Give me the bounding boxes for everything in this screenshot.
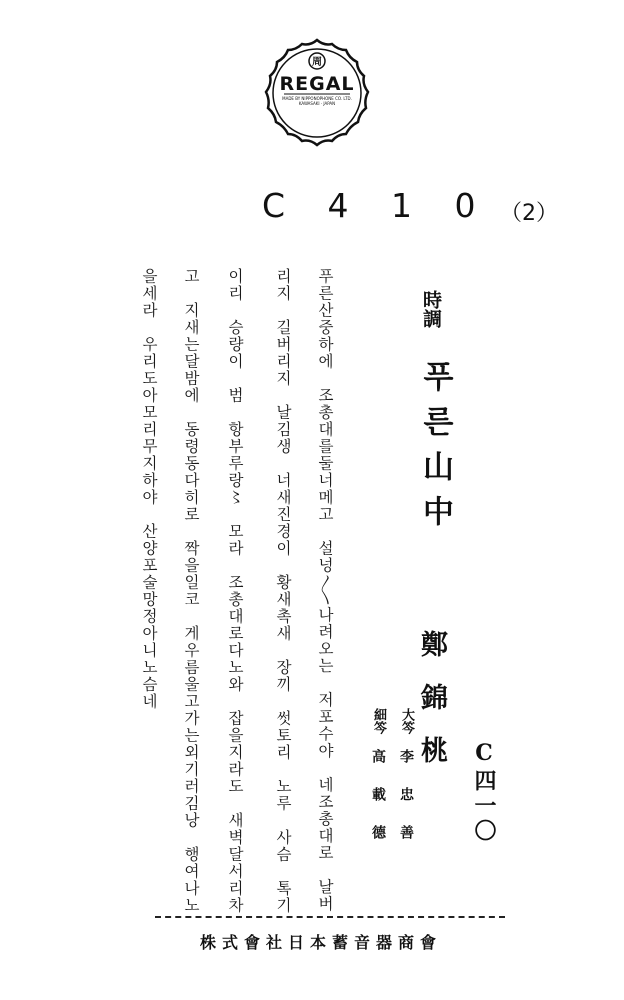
catalog-number: C 4 1 0 — [262, 186, 492, 225]
company-name: 株式會社日本蓄音器商會 — [200, 933, 443, 952]
credit-role: 細笒 — [371, 708, 386, 734]
credit-name: 高 載 德 — [370, 749, 386, 843]
record-genre: 時調 — [420, 290, 442, 328]
credit-role: 大笒 — [399, 708, 414, 734]
logo-symbol: 周 — [312, 57, 322, 68]
credit-name: 李 忠 善 — [398, 749, 414, 843]
lyric-line: 이리 승량이 범 항부루랑〻 모라 조총대로다노와 잡을지라도 새벽달서리차 — [226, 268, 244, 914]
credit-line-2 — [370, 708, 386, 843]
lyric-line: 고 지새는달밤에 동령동다히로 짝을일코 게우름울고가는외기러김낭 행여나노 — [182, 268, 200, 914]
lyric-line: 리지 길버리지 날김생 너새진경이 황새촉새 장끼 썻토리 노루 사슴 톡기 — [274, 268, 292, 914]
logo-small-line-2: KAWASAKI · JAPAN — [298, 101, 336, 106]
logo-brand-text: REGAL — [279, 73, 355, 95]
lyric-line: 을세라 우리도아모리무지하야 산양포술망정아니노슴네 — [140, 268, 158, 710]
singer-name: 鄭錦桃 — [416, 630, 447, 789]
catalog-number-vertical: C四一〇 — [471, 740, 497, 844]
record-title: 푸른山中 — [417, 360, 453, 540]
page-number: （2） — [500, 201, 558, 226]
footer-divider — [155, 916, 505, 918]
logo-small-line-1: MADE BY NIPPONOPHONE CO. LTD. — [282, 96, 352, 101]
regal-label-logo — [262, 38, 372, 148]
lyric-line: 푸른산중하에 조총대를둘너메고 설넝〳〵나려오는 저포수야 네조총대로 날버 — [316, 268, 334, 913]
credit-line-1 — [398, 708, 414, 843]
